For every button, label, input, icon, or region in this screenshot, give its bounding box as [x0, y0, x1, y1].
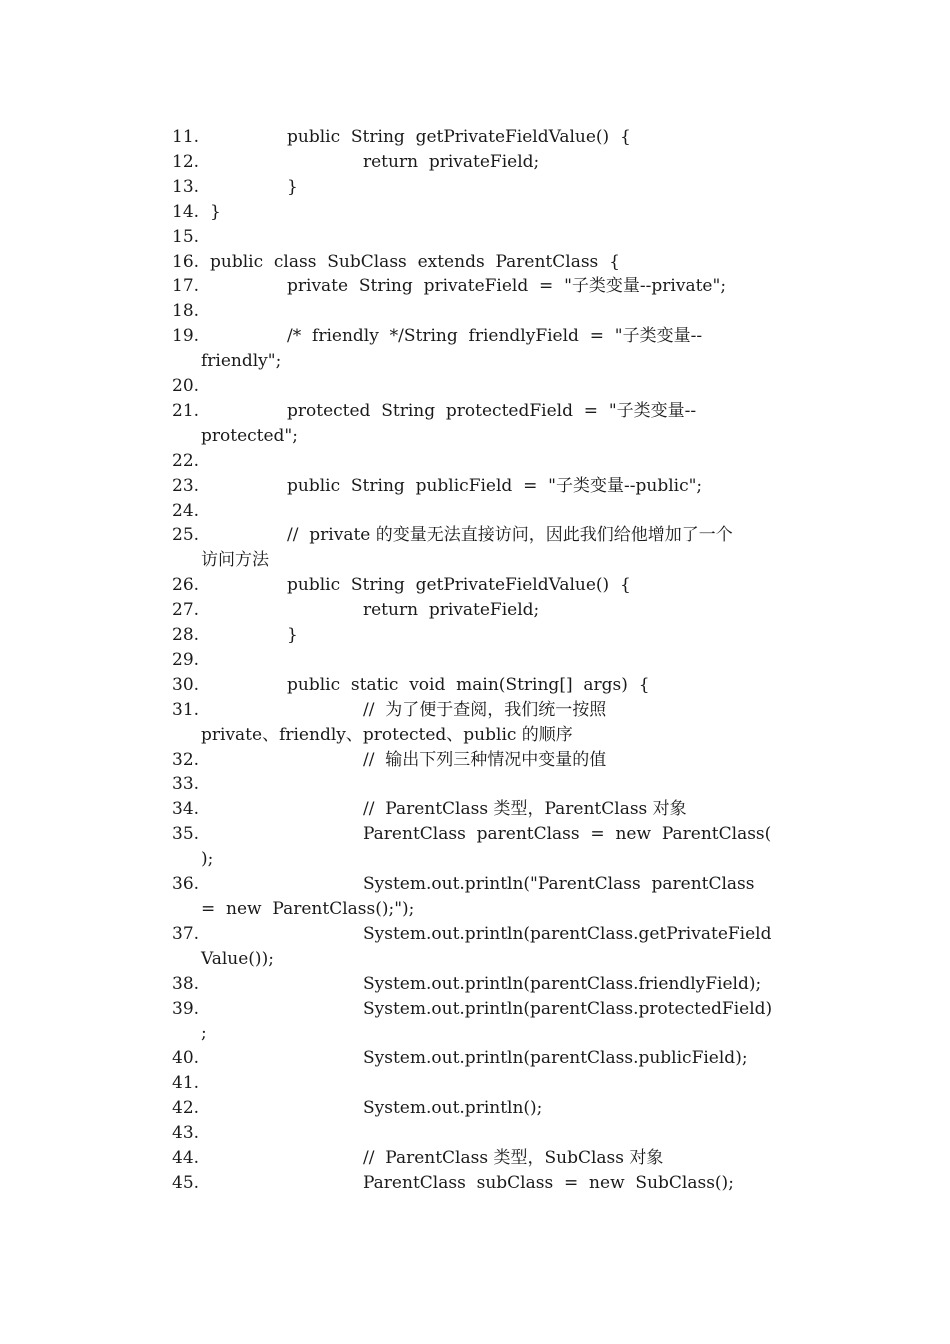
code-line	[172, 872, 812, 897]
line-code: public String getPrivateFieldValue() {	[287, 575, 631, 596]
line-number: 25.	[172, 525, 200, 546]
line-code: ParentClass subClass = new SubClass();	[363, 1172, 734, 1193]
line-number: 18.	[172, 301, 200, 322]
line-number: 19.	[172, 326, 200, 347]
line-code: public class SubClass extends ParentClass {	[210, 251, 620, 272]
line-number: 37.	[172, 923, 200, 944]
line-continuation: protected";	[201, 425, 298, 446]
code-line	[172, 1171, 812, 1196]
line-number: 28.	[172, 625, 200, 645]
line-number: 26.	[172, 575, 200, 596]
line-number: 43.	[172, 1123, 200, 1143]
line-code: // ParentClass 类型，SubClass 对象	[363, 1147, 664, 1168]
line-code: return privateField;	[363, 151, 540, 172]
line-number: 40.	[172, 1048, 200, 1069]
line-number: 12.	[172, 151, 200, 172]
line-continuation: 访问方法	[201, 550, 269, 571]
code-line	[172, 474, 812, 499]
line-code: System.out.println("ParentClass parentClass	[363, 874, 755, 894]
line-continuation: );	[201, 849, 214, 870]
code-line	[172, 1046, 812, 1071]
line-number: 15.	[172, 226, 200, 247]
line-number: 23.	[172, 475, 200, 496]
line-number: 34.	[172, 799, 200, 820]
code-line	[172, 573, 812, 598]
line-number: 20.	[172, 376, 200, 396]
line-number: 22.	[172, 450, 200, 471]
line-number: 45.	[172, 1172, 200, 1193]
code-line	[172, 673, 812, 698]
code-line	[172, 772, 812, 797]
line-continuation: ;	[201, 1023, 207, 1044]
code-line	[172, 922, 812, 947]
code-line	[172, 175, 812, 200]
line-number: 27.	[172, 600, 200, 621]
code-line	[172, 125, 812, 150]
line-continuation: friendly";	[201, 351, 282, 372]
line-code: return privateField;	[363, 600, 540, 621]
line-code: public String getPrivateFieldValue() {	[287, 127, 631, 147]
line-code: System.out.println();	[363, 1098, 543, 1119]
code-line	[172, 1146, 812, 1171]
code-line	[172, 623, 812, 648]
line-code: // ParentClass 类型，ParentClass 对象	[363, 799, 687, 820]
line-code: }	[287, 625, 298, 645]
line-number: 21.	[172, 400, 200, 421]
line-code: // 输出下列三种情况中变量的值	[363, 749, 607, 770]
code-line	[172, 274, 812, 299]
line-code: /* friendly */String friendlyField = "子类变量--	[287, 326, 703, 347]
code-line	[172, 748, 812, 773]
line-number: 30.	[172, 674, 200, 695]
line-number: 42.	[172, 1098, 200, 1119]
code-line	[172, 822, 812, 847]
line-code: System.out.println(parentClass.protectedField)	[363, 998, 773, 1019]
line-number: 39.	[172, 998, 200, 1019]
line-number: 17.	[172, 276, 200, 297]
code-line	[172, 374, 812, 399]
code-line	[172, 1071, 812, 1096]
code-line	[172, 598, 812, 623]
line-number: 14.	[172, 201, 200, 222]
line-continuation: Value());	[201, 948, 274, 969]
code-line	[172, 150, 812, 175]
code-line	[172, 449, 812, 474]
line-number: 33.	[172, 774, 200, 795]
code-line	[172, 200, 812, 225]
line-code: }	[210, 201, 221, 222]
code-line	[172, 299, 812, 324]
line-code: public String publicField = "子类变量--public";	[287, 475, 703, 496]
line-number: 11.	[172, 127, 200, 147]
line-number: 31.	[172, 699, 200, 720]
line-number: 13.	[172, 176, 200, 197]
line-number: 44.	[172, 1147, 200, 1168]
line-number: 38.	[172, 973, 200, 994]
code-line	[172, 1096, 812, 1121]
code-line	[172, 324, 812, 349]
line-number: 24.	[172, 500, 200, 521]
line-code: ParentClass parentClass = new ParentClass(	[363, 824, 772, 845]
line-number: 16.	[172, 251, 200, 272]
code-line	[172, 225, 812, 250]
line-code: private String privateField = "子类变量--private";	[287, 276, 727, 297]
line-number: 41.	[172, 1073, 200, 1094]
line-number: 35.	[172, 824, 200, 845]
code-line	[172, 499, 812, 524]
line-code: // 为了便于查阅，我们统一按照	[363, 699, 607, 720]
line-continuation: = new ParentClass();");	[201, 898, 415, 919]
line-code: System.out.println(parentClass.friendlyField);	[363, 973, 762, 994]
code-line	[172, 250, 812, 275]
line-code: public static void main(String[] args) {	[287, 674, 650, 695]
line-code: protected String protectedField = "子类变量--	[287, 400, 697, 421]
code-line	[172, 523, 812, 548]
code-line	[172, 648, 812, 673]
line-code: // private 的变量无法直接访问，因此我们给他增加了一个	[287, 525, 733, 546]
line-code: System.out.println(parentClass.getPrivateField	[363, 923, 772, 944]
code-line	[172, 797, 812, 822]
line-continuation: private、friendly、protected、public 的顺序	[201, 724, 573, 745]
line-number: 32.	[172, 749, 200, 770]
line-number: 29.	[172, 649, 200, 670]
line-code: }	[287, 176, 298, 197]
code-line	[172, 997, 812, 1022]
line-number: 36.	[172, 874, 200, 894]
code-line	[172, 972, 812, 997]
code-line	[172, 1121, 812, 1146]
code-line	[172, 399, 812, 424]
line-code: System.out.println(parentClass.publicField);	[363, 1048, 748, 1069]
code-line	[172, 698, 812, 723]
